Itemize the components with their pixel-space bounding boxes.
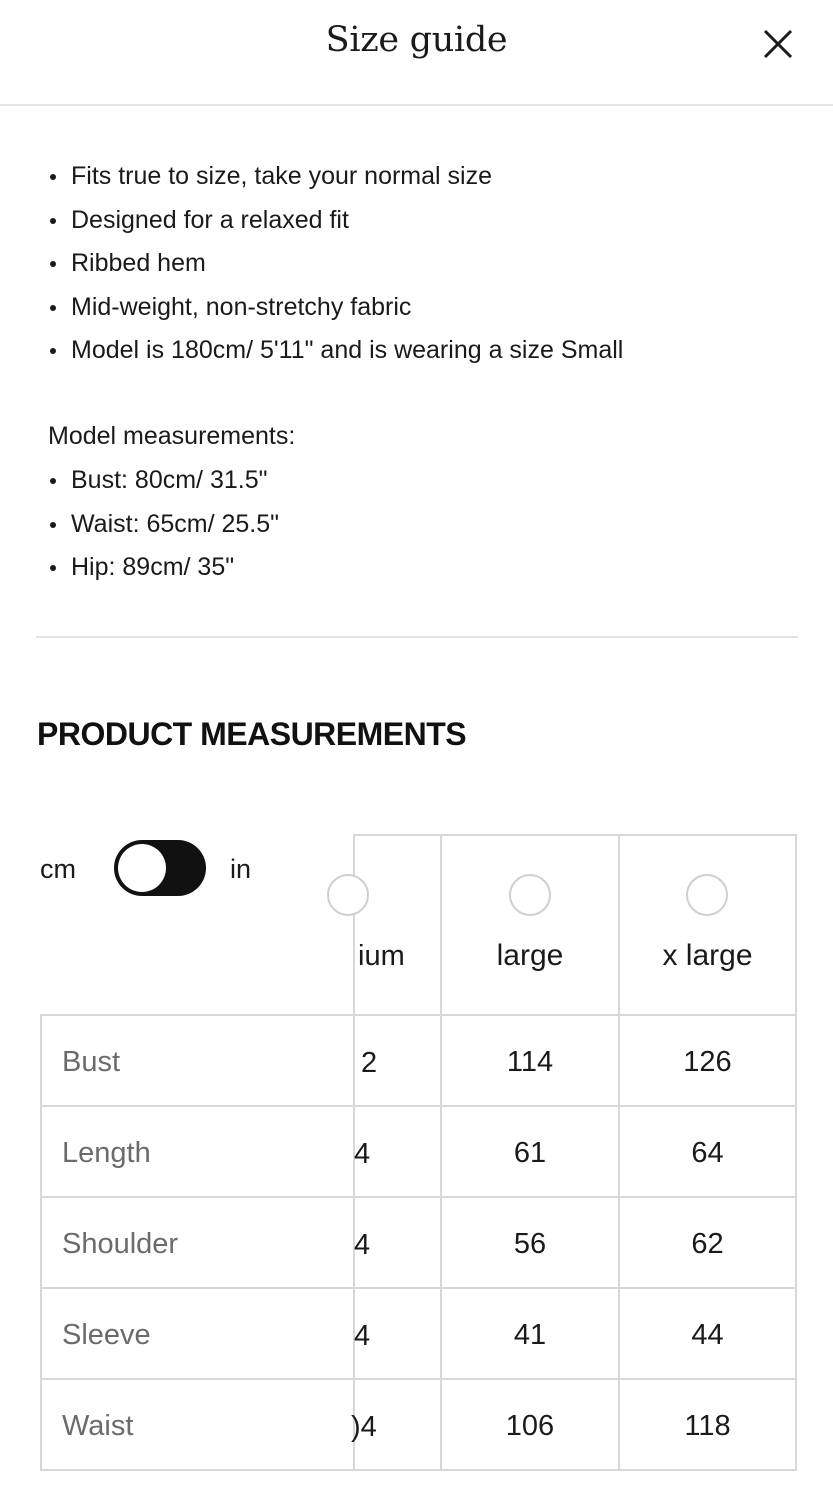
unit-in-label: in <box>230 854 252 884</box>
modal-title: Size guide <box>325 20 508 60</box>
grid-line <box>795 834 797 1471</box>
fit-note: Designed for a relaxed fit <box>48 199 623 243</box>
section-divider <box>36 636 798 638</box>
cell-length-large: 61 <box>513 1137 547 1169</box>
cell-waist-medium: )4 <box>351 1411 377 1443</box>
row-label-sleeve: Sleeve <box>62 1319 151 1351</box>
size-label-medium: ium <box>358 940 405 972</box>
size-radio-medium[interactable] <box>327 874 369 916</box>
cell-waist-large: 106 <box>505 1410 555 1442</box>
cell-sleeve-large: 41 <box>513 1319 547 1351</box>
size-label-large: large <box>496 939 564 972</box>
close-icon <box>758 24 798 64</box>
fit-note: Model is 180cm/ 5'11" and is wearing a size Small <box>48 329 623 373</box>
model-measurements-title: Model measurements: <box>48 422 296 450</box>
toggle-knob <box>118 844 166 892</box>
close-button[interactable] <box>758 24 798 64</box>
cell-length-medium: 4 <box>354 1138 371 1170</box>
unit-cm-label: cm <box>40 854 76 884</box>
modal-header <box>0 0 833 106</box>
row-label-bust: Bust <box>62 1046 121 1078</box>
cell-bust-medium: 2 <box>361 1047 378 1079</box>
size-column-medium-partial <box>351 836 440 1470</box>
cell-sleeve-x-large: 44 <box>691 1319 724 1351</box>
product-measurements-title: PRODUCT MEASUREMENTS <box>37 716 467 752</box>
fit-note: Fits true to size, take your normal size <box>48 155 623 199</box>
cell-shoulder-medium: 4 <box>354 1229 371 1261</box>
row-label-shoulder: Shoulder <box>62 1228 179 1260</box>
cell-length-x-large: 64 <box>691 1137 724 1169</box>
cell-shoulder-large: 56 <box>513 1228 547 1260</box>
cell-bust-x-large: 126 <box>683 1046 732 1078</box>
cell-sleeve-medium: 4 <box>354 1320 371 1352</box>
cell-waist-x-large: 118 <box>684 1410 731 1442</box>
size-label-x-large: x large <box>662 939 753 972</box>
fit-note: Mid-weight, non-stretchy fabric <box>48 286 623 330</box>
fit-notes-list <box>48 155 623 373</box>
model-measurement: Waist: 65cm/ 25.5" <box>48 503 279 547</box>
model-measurements-list <box>48 459 279 590</box>
fit-note: Ribbed hem <box>48 242 623 286</box>
row-label-waist: Waist <box>62 1410 134 1442</box>
model-measurement: Hip: 89cm/ 35" <box>48 546 279 590</box>
unit-toggle[interactable] <box>114 840 206 896</box>
size-radio-large[interactable] <box>509 874 551 916</box>
row-label-length: Length <box>62 1137 151 1169</box>
grid-line <box>40 1014 42 1471</box>
cell-shoulder-x-large: 62 <box>691 1228 724 1260</box>
model-measurement: Bust: 80cm/ 31.5" <box>48 459 279 503</box>
cell-bust-large: 114 <box>506 1046 554 1078</box>
size-radio-x-large[interactable] <box>686 874 728 916</box>
